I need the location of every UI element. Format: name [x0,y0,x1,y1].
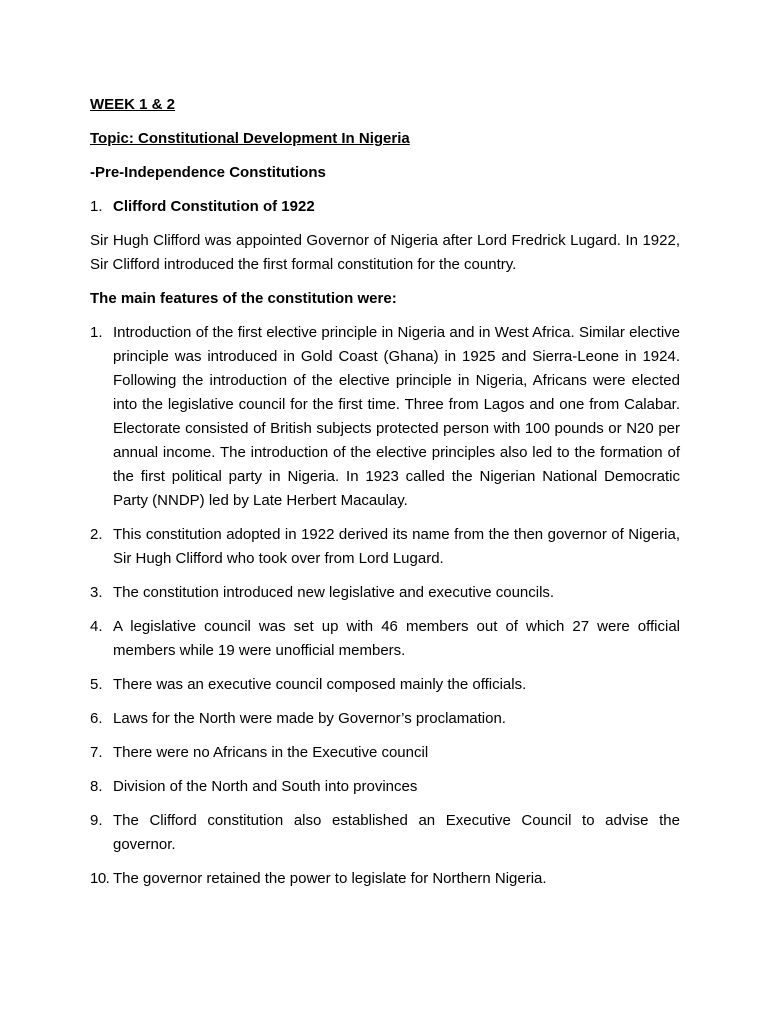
list-item-text: The constitution introduced new legislative and executive councils. [113,584,555,601]
intro-paragraph: Sir Hugh Clifford was appointed Governor of Nigeria after Lord Fredrick Lugard. In 1922, Sir Clifford introduced the first formal constitution for the country. [90,232,680,273]
features-heading: The main features of the constitution were: [90,290,397,307]
list-item [90,775,680,799]
list-item-number: 2. [90,526,103,543]
list-item-text: The Clifford constitution also established an Executive Council to advise the governor. [113,812,680,853]
list-item-text: This constitution adopted in 1922 derived its name from the then governor of Nigeria, Sir Hugh Clifford who took over from Lord Lugard. [113,526,680,567]
list-item-number: 9. [90,812,103,829]
topic-heading: Topic: Constitutional Development In Nigeria [90,130,410,147]
list-item-number: 8. [90,778,103,795]
list-item-text: Introduction of the first elective principle in Nigeria and in West Africa. Similar elective principle was introduced in Gold Coast (Ghana) in 1925 and Sierra-Leone in 1924. Following the introduction of the elective principle in Nigeria, Africans were elected into the legislative council for the first time. Three from Lagos and one from Calabar. Electorate consisted of British subjects protected person with 100 pounds or N20 per annual income. The introduction of the elective principles also led to the formation of the first political party in Nigeria. In 1923 called the Nigerian National Democratic Party (NNDP) led by Late Herbert Macaulay. [113,324,680,509]
list-item-text: Laws for the North were made by Governor’s proclamation. [113,710,506,727]
week-heading: WEEK 1 & 2 [90,96,176,113]
list-item [90,867,680,891]
list-item-number: 5. [90,676,103,693]
list-item-number: 1. [90,324,103,341]
list-item-text: The governor retained the power to legislate for Northern Nigeria. [113,870,547,887]
list-item [90,809,680,857]
subheading: -Pre-Independence Constitutions [90,164,326,181]
features-list [90,321,680,891]
list-item-number: 3. [90,584,103,601]
list-item [90,581,680,605]
section-heading [90,195,680,219]
document-page [90,93,680,901]
list-item [90,673,680,697]
list-item-text: Division of the North and South into provinces [113,778,418,795]
list-item-number: 4. [90,618,103,635]
list-item-number: 10. [90,870,110,887]
list-item [90,707,680,731]
list-item-number: 7. [90,744,103,761]
section-number: 1. [90,198,103,215]
section-title: Clifford Constitution of 1922 [113,198,315,215]
list-item [90,523,680,571]
list-item-text: There was an executive council composed mainly the officials. [113,676,527,693]
list-item [90,615,680,663]
list-item [90,741,680,765]
list-item [90,321,680,513]
list-item-text: A legislative council was set up with 46 members out of which 27 were official members while 19 were unofficial members. [113,618,680,659]
list-item-number: 6. [90,710,103,727]
list-item-text: There were no Africans in the Executive council [113,744,429,761]
